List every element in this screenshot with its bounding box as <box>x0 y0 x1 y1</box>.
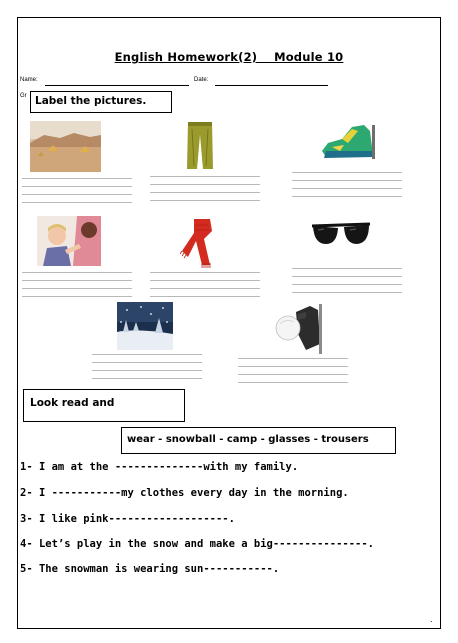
sunglasses-icon <box>310 220 372 250</box>
grade-label: Gr <box>20 93 27 99</box>
instruction-text: Look read and <box>30 397 115 409</box>
name-label: Name: <box>20 77 38 83</box>
scarf-icon <box>180 217 222 269</box>
date-label: Date: <box>194 77 209 83</box>
sentence-4: 4- Let’s play in the snow and make a big---------------. <box>20 538 375 550</box>
label-pictures-instruction <box>30 91 172 113</box>
sentence-5: 5- The snowman is wearing sun-----------. <box>20 563 280 575</box>
sneaker-shoe-icon <box>318 121 376 163</box>
snowy-landscape-photo-icon <box>117 302 173 350</box>
sentence-1: 1- I am at the --------------with my family. <box>20 461 299 473</box>
trousers-icon <box>185 121 215 171</box>
page-title: English Homework(2) Module 10 <box>114 50 344 64</box>
page-mark: . <box>430 615 433 624</box>
look-read-instruction <box>23 389 185 422</box>
sentence-2: 2- I -----------my clothes every day in the morning. <box>20 487 349 499</box>
instruction-text: Label the pictures. <box>35 95 147 107</box>
date-field[interactable] <box>215 85 328 86</box>
word-bank <box>121 427 396 454</box>
word-bank-text: wear - snowball - camp - glasses - trousers <box>127 434 369 445</box>
snowball-glove-icon <box>266 304 322 354</box>
sentence-3: 3- I like pink-------------------. <box>20 513 235 525</box>
desert-camp-photo-icon <box>30 121 101 172</box>
child-dressing-photo-icon <box>37 216 101 266</box>
name-field[interactable] <box>45 85 189 86</box>
